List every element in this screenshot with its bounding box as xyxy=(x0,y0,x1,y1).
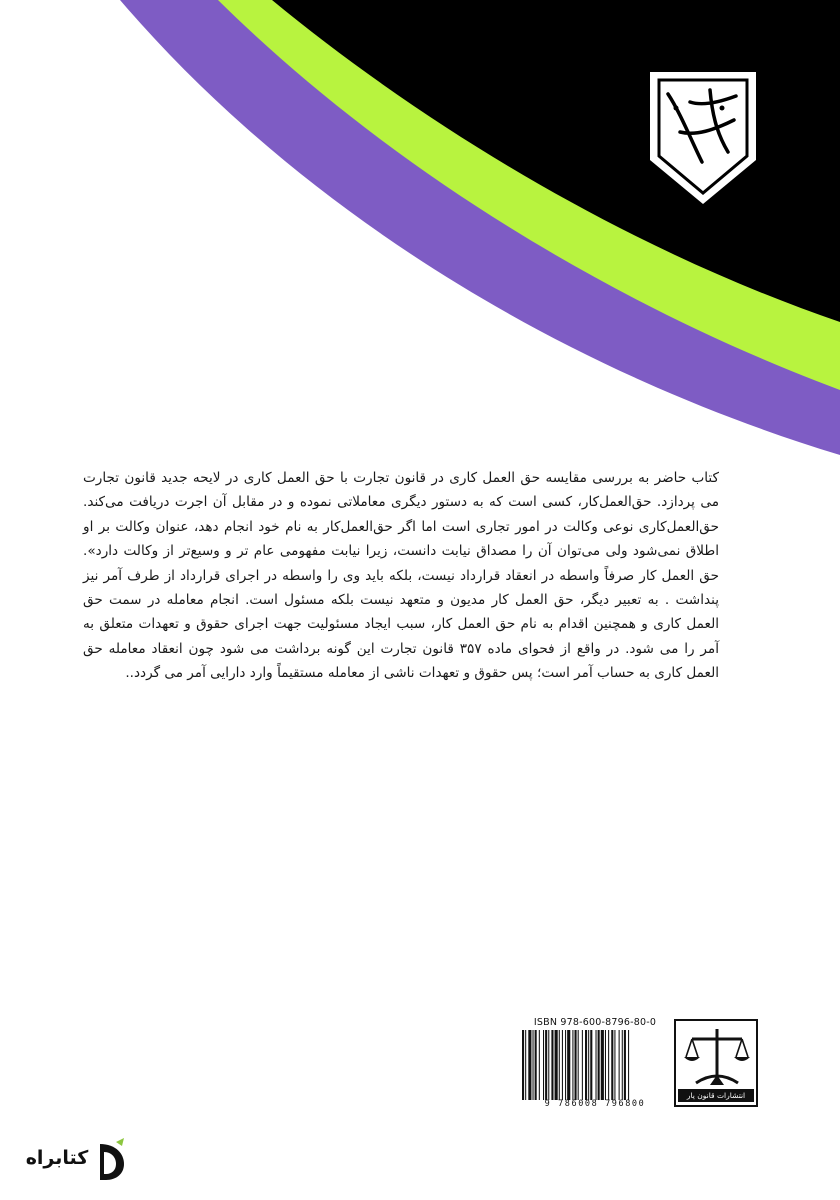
isbn-text: ISBN 978-600-8796-80-0 xyxy=(533,1017,657,1028)
barcode-bar xyxy=(611,1030,613,1100)
barcode-bar xyxy=(548,1030,549,1100)
barcode-bar xyxy=(628,1030,629,1100)
barcode-bar xyxy=(590,1030,592,1100)
barcode-bar xyxy=(555,1030,558,1100)
barcode-digits: 9 786008 796800 xyxy=(544,1099,646,1109)
barcode-bar xyxy=(622,1030,623,1100)
barcode-bar xyxy=(578,1030,579,1100)
barcode-bar xyxy=(539,1030,540,1100)
barcode-bar xyxy=(572,1030,573,1100)
barcode-bar xyxy=(588,1030,589,1100)
publisher-book-emblem-icon xyxy=(650,72,756,204)
barcode-bar xyxy=(605,1030,606,1100)
barcode-bar xyxy=(624,1030,626,1100)
barcode-bar xyxy=(535,1030,537,1100)
barcode-bar xyxy=(565,1030,566,1100)
barcode-bar xyxy=(608,1030,609,1100)
cover-color-bands xyxy=(0,0,840,470)
barcode-bar xyxy=(562,1030,563,1100)
barcode-bar xyxy=(551,1030,553,1100)
barcode-bar xyxy=(596,1030,597,1100)
barcode-bar xyxy=(567,1030,570,1100)
barcode-bar xyxy=(614,1030,615,1100)
barcode-bar xyxy=(575,1030,577,1100)
publisher-logo xyxy=(674,1019,758,1107)
barcode-bar xyxy=(559,1030,560,1100)
barcode-bars xyxy=(520,1030,670,1100)
back-cover-blurb: کتاب حاضر به بررسی مقایسه حق العمل کاری در قانون تجارت با حق العمل کاری در لایحه جدید قانون تجارت می پردازد. حق‌العمل‌کار، کسی است که به دستور دیگری معاملاتی نموده و در مقابل آن اجرت دریافت می‌کند. حق‌العمل‌کاری نوعی وکالت در امور تجاری است اما اگر حق‌العمل‌کار به نام خود انجام دهد، عنوان وکالت بر او اطلاق نمی‌شود ولی می‌توان آن را مصداق نیابت دانست، زیرا نیابت مفهومی عام تر و وسیع‌تر از وکالت دارد». حق العمل کار صرفاً واسطه در انعقاد قرارداد نیست، بلکه باید وی را واسطه در اجرای قرارداد از طرف آمر نیز پنداشت . به تعبیر دیگر، حق العمل کار مدیون و متعهد نیست بلکه مسئول است. انجام معامله در سمت حق العمل کاری و همچنین اقدام به نام حق العمل کار، سبب ایجاد مسئولیت جهت اجرای حقوق و تعهدات متعلق به آمر را می شود. در واقع از فحوای ماده ۳۵۷ قانون تجارت این گونه برداشت می شود چون انعقاد معامله حق العمل کاری به حساب آمر است؛ پس حقوق و تعهدات ناشی از معامله مستقیماً وارد دارایی آمر می گردد.. xyxy=(83,470,719,682)
barcode-block xyxy=(520,1017,760,1111)
barcode-bar xyxy=(533,1030,534,1100)
barcode-bar xyxy=(598,1030,600,1100)
barcode-bar xyxy=(543,1030,544,1100)
barcode-bar xyxy=(545,1030,547,1100)
publisher-name: انتشارات قانون یار xyxy=(678,1089,754,1102)
barcode-bar xyxy=(528,1030,531,1100)
ketabrah-brand-text: کتابراه xyxy=(25,1147,89,1169)
scales-of-justice-icon xyxy=(684,1025,750,1087)
barcode-bar xyxy=(619,1030,620,1100)
barcode-bar xyxy=(601,1030,604,1100)
barcode-bar xyxy=(582,1030,583,1100)
barcode-bar xyxy=(522,1030,524,1100)
barcode-bar xyxy=(525,1030,526,1100)
barcode-bar xyxy=(585,1030,587,1100)
